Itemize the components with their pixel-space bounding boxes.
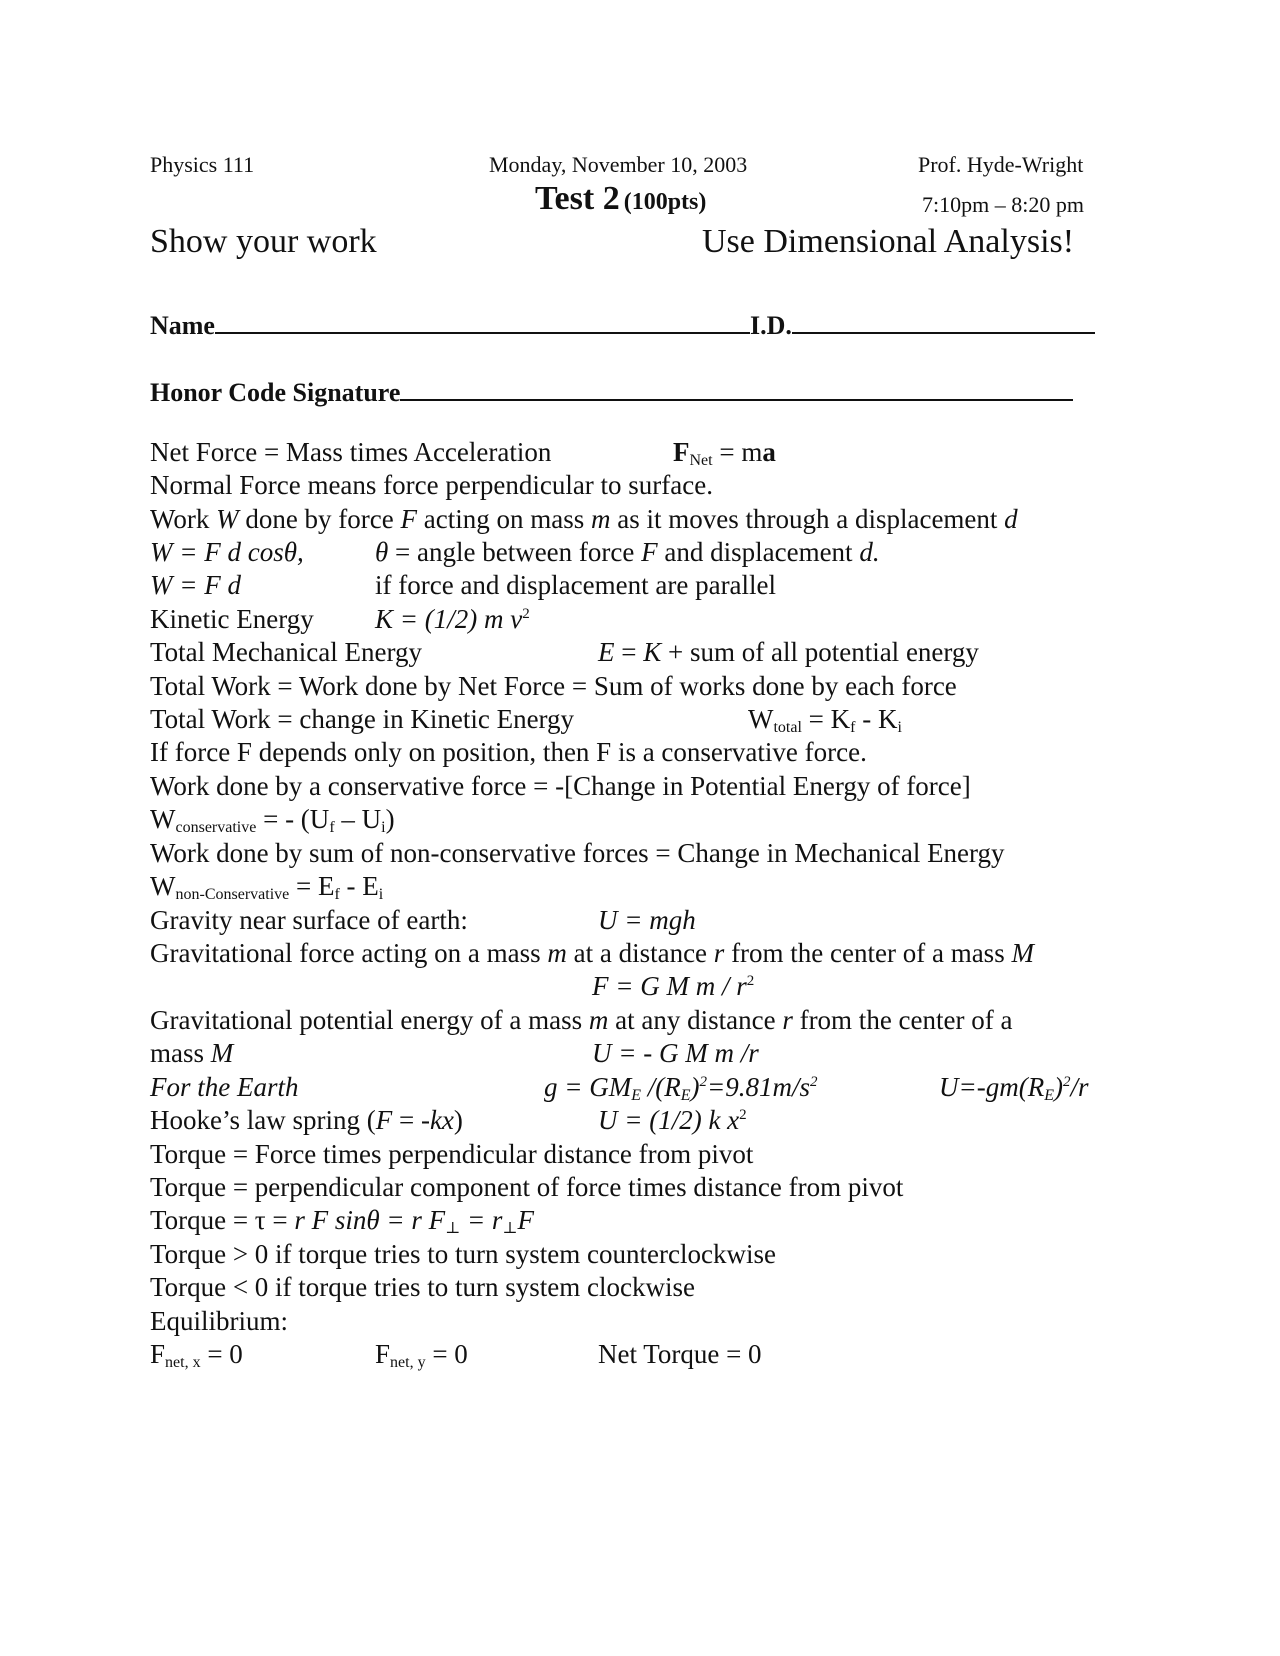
mechanical-energy-formula: E = K + sum of all potential energy xyxy=(598,637,979,667)
conservative-force-definition: If force F depends only on position, then F is a conservative force. xyxy=(150,737,867,767)
earth-u-formula: $U=-gm(R_E)^2/r$ xyxy=(939,1072,1089,1104)
work-parallel-formula: W = F d xyxy=(150,570,241,600)
earth-g-formula: $g = GM_E$ $/(R_E)^2=9.81m/s^2$ xyxy=(544,1072,818,1104)
exam-time: 7:10pm – 8:20 pm xyxy=(922,192,1084,217)
id-label: I.D. xyxy=(749,311,792,340)
kinetic-energy-formula: K = (1/2) m $v^2$ xyxy=(375,604,530,634)
net-force-formula: $F_{Net}$ = ma xyxy=(673,437,776,469)
gravity-surface-label: Gravity near surface of earth: xyxy=(150,905,468,935)
gravity-surface-formula: U = mgh xyxy=(598,905,696,935)
conservative-work-line: Work done by a conservative force = -[Change in Potential Energy of force] xyxy=(150,771,971,801)
torque-definition-1: Torque = Force times perpendicular distance from pivot xyxy=(150,1139,754,1169)
spring-potential-formula: U = (1/2) k $x^2$ xyxy=(598,1105,747,1135)
equilibrium-label: Equilibrium: xyxy=(150,1306,288,1336)
mechanical-energy-label: Total Mechanical Energy xyxy=(150,637,423,667)
gravitational-force-formula: F = G M m / $r^2$ xyxy=(592,971,755,1001)
work-definition-line: Work W done by force F acting on mass m as it moves through a displacement d xyxy=(150,504,1018,534)
kinetic-energy-label: Kinetic Energy xyxy=(150,604,314,634)
total-work-line: Total Work = Work done by Net Force = Sum of works done by each force xyxy=(150,671,957,701)
test-points: (100pts) xyxy=(623,189,707,215)
equilibrium-fy: $F_{net, y} = 0$ xyxy=(375,1339,468,1371)
test-title-block xyxy=(535,180,706,218)
earth-label: For the Earth xyxy=(150,1072,299,1102)
work-angle-line: θ = angle between force F and displacement d. xyxy=(375,537,880,567)
work-energy-theorem: Total Work = change in Kinetic Energy xyxy=(150,704,575,734)
torque-definition-2: Torque = perpendicular component of force times distance from pivot xyxy=(150,1172,904,1202)
name-field[interactable] xyxy=(150,308,1095,341)
name-label: Name xyxy=(150,311,215,340)
torque-positive-line: Torque > 0 if torque tries to turn system counterclockwise xyxy=(150,1239,776,1269)
work-formula-line: W = F d cosθ, xyxy=(150,537,304,567)
torque-negative-line: Torque < 0 if torque tries to turn system clockwise xyxy=(150,1272,695,1302)
nonconservative-work-formula: $W_{non-Conservative} = E_f - E_i$ xyxy=(150,871,384,903)
honor-label: Honor Code Signature xyxy=(150,378,401,407)
professor-name: Prof. Hyde-Wright xyxy=(918,152,1084,177)
honor-signature-line[interactable] xyxy=(400,375,1073,401)
id-line[interactable] xyxy=(792,308,1095,334)
test-title: Test 2 xyxy=(535,180,620,217)
course-label: Physics 111 xyxy=(150,152,255,177)
equilibrium-torque: Net Torque = 0 xyxy=(598,1339,762,1369)
show-work-heading: Show your work xyxy=(150,223,377,260)
honor-code-field[interactable] xyxy=(150,375,1073,408)
nonconservative-work-line: Work done by sum of non-conservative forces = Change in Mechanical Energy xyxy=(150,838,1005,868)
gravitational-force-line: Gravitational force acting on a mass m at a distance r from the center of a mass M xyxy=(150,938,1034,968)
work-parallel-text: if force and displacement are parallel xyxy=(375,570,777,600)
work-energy-formula: $W_{total} = K_f - K_i$ xyxy=(748,704,902,736)
gravitational-potential-line: Gravitational potential energy of a mass m at any distance r from the center of a xyxy=(150,1005,1013,1035)
mass-m-label: mass M xyxy=(150,1038,234,1068)
hookes-law-label: Hooke’s law spring (F = -kx) xyxy=(150,1105,463,1135)
name-line[interactable] xyxy=(215,308,750,334)
conservative-work-formula: $W_{conservative}$ = - $(U_f - U_i)$ xyxy=(150,804,395,836)
dimensional-analysis-heading: Use Dimensional Analysis! xyxy=(702,223,1075,260)
normal-force-line: Normal Force means force perpendicular to surface. xyxy=(150,470,713,500)
torque-formula: Torque = τ = r F sinθ = r $F_\perp = r_\perp F$ xyxy=(150,1205,534,1237)
net-force-line: Net Force = Mass times Acceleration xyxy=(150,437,552,467)
equilibrium-fx: $F_{net, x} = 0$ xyxy=(150,1339,243,1371)
gravitational-potential-formula: U = - G M m /r xyxy=(592,1038,759,1068)
exam-date: Monday, November 10, 2003 xyxy=(489,152,748,177)
